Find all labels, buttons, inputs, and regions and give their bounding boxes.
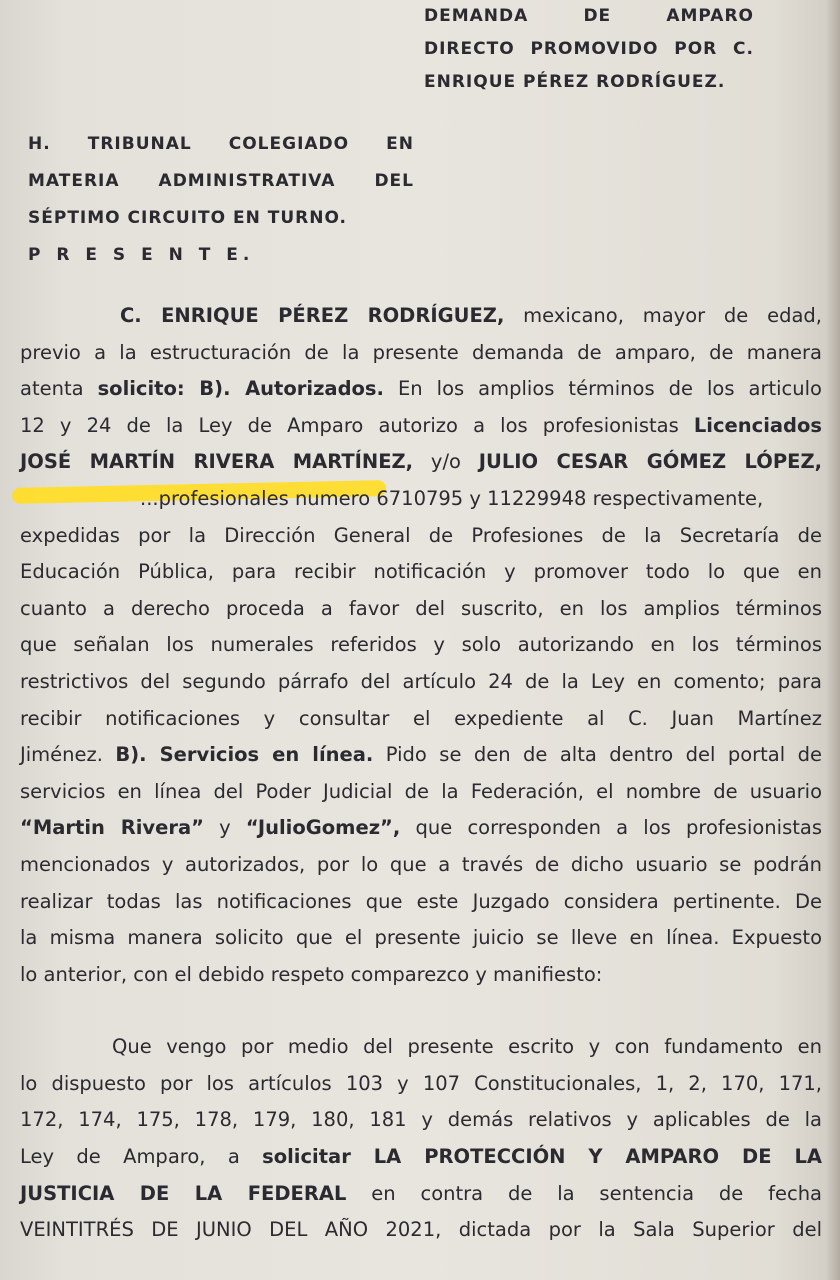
party-name: C. ENRIQUE PÉREZ RODRÍGUEZ, — [120, 304, 505, 327]
addressee-line: H. TRIBUNAL COLEGIADO EN — [28, 134, 414, 154]
text-line — [0, 737, 830, 774]
text-line: Que vengo por medio del presente escrito y con fundamento en — [112, 1035, 822, 1059]
text-span: Pido se den de alta dentro del portal de — [373, 743, 822, 767]
text-line — [0, 810, 830, 847]
caption-line: DIRECTO PROMOVIDO POR C. — [424, 39, 754, 59]
addressee-line: SÉPTIMO CIRCUITO EN TURNO. — [28, 208, 348, 228]
username: “Martin Rivera” — [20, 816, 204, 840]
text-span-bold: solicitar LA PROTECCIÓN Y AMPARO DE LA — [262, 1145, 822, 1169]
text-line — [0, 444, 830, 481]
section-heading: B). Servicios en línea. — [115, 743, 374, 767]
paragraph-gap — [0, 993, 830, 1029]
text-line: 172, 174, 175, 178, 179, 180, 181 y demás relativos y aplicables de la — [20, 1108, 822, 1132]
text-line: VEINTITRÉS DE JUNIO DEL AÑO 2021, dictada por la Sala Superior del — [20, 1218, 822, 1242]
text-line: servicios en línea del Poder Judicial de la Federación, el nombre de usuario — [20, 779, 822, 803]
text-line: recibir notificaciones y consultar el expediente al C. Juan Martínez — [20, 706, 822, 730]
text-line: que señalan los numerales referidos y solo autorizando en los términos — [20, 633, 822, 657]
text-line: Educación Pública, para recibir notificación y promover todo lo que en — [20, 560, 822, 584]
text-line — [0, 1176, 830, 1213]
text-span: Jiménez. — [20, 743, 116, 767]
addressee-line: P R E S E N T E. — [28, 245, 255, 265]
text-line: cuanto a derecho proceda a favor del suscrito, en los amplios términos — [20, 596, 822, 620]
text-span: atenta — [20, 377, 98, 401]
text-line: restrictivos del segundo párrafo del artículo 24 de la Ley en comento; para — [20, 669, 822, 693]
text-span: que corresponden a los profesionistas — [400, 816, 822, 840]
document-body — [0, 298, 830, 1249]
text-span-bold: Licenciados — [693, 413, 822, 437]
text-line: la misma manera solicito que el presente juicio se lleve en línea. Expuesto — [20, 926, 822, 950]
lawyer-name: JULIO CESAR GÓMEZ LÓPEZ, — [478, 450, 823, 474]
text-span: mexicano, mayor de edad, — [504, 304, 822, 327]
text-span: En los amplios términos de los articulo — [383, 377, 822, 401]
section-heading: solicito: B). Autorizados. — [97, 377, 384, 401]
lawyer-name: JOSÉ MARTÍN RIVERA MARTÍNEZ, — [20, 450, 414, 474]
text-span: y/o — [413, 450, 479, 474]
text-line — [0, 371, 830, 408]
text-span: y — [203, 816, 246, 840]
text-line — [0, 1139, 830, 1176]
addressee-block — [28, 126, 414, 274]
text-line: expedidas por la Dirección General de Profesiones de la Secretaría de — [20, 523, 822, 547]
text-span: en contra de la sentencia de fecha — [346, 1181, 823, 1205]
text-line — [0, 298, 830, 335]
case-caption — [424, 0, 754, 99]
text-line: previo a la estructuración de la presente demanda de amparo, de manera — [20, 340, 822, 364]
text-line: ...profesionales numero 6710795 y 11229948 respectivamente, — [140, 486, 764, 510]
text-span: Ley de Amparo, a — [20, 1145, 263, 1169]
text-line: lo anterior, con el debido respeto comparezco y manifiesto: — [20, 962, 603, 986]
text-line: mencionados y autorizados, por lo que a través de dicho usuario se podrán — [20, 852, 822, 876]
addressee-line: MATERIA ADMINISTRATIVA DEL — [28, 171, 414, 191]
text-line: lo dispuesto por los artículos 103 y 107 Constitucionales, 1, 2, 170, 171, — [20, 1071, 822, 1095]
text-span-bold: JUSTICIA DE LA FEDERAL — [20, 1181, 347, 1205]
text-span: 12 y 24 de la Ley de Amparo autorizo a los profesionistas — [20, 413, 694, 437]
username: “JulioGomez”, — [245, 816, 401, 840]
caption-line: DEMANDA DE AMPARO — [424, 6, 754, 26]
caption-line: ENRIQUE PÉREZ RODRÍGUEZ. — [424, 72, 726, 92]
text-line — [0, 408, 830, 445]
text-line: realizar todas las notificaciones que este Juzgado considera pertinente. De — [20, 889, 822, 913]
